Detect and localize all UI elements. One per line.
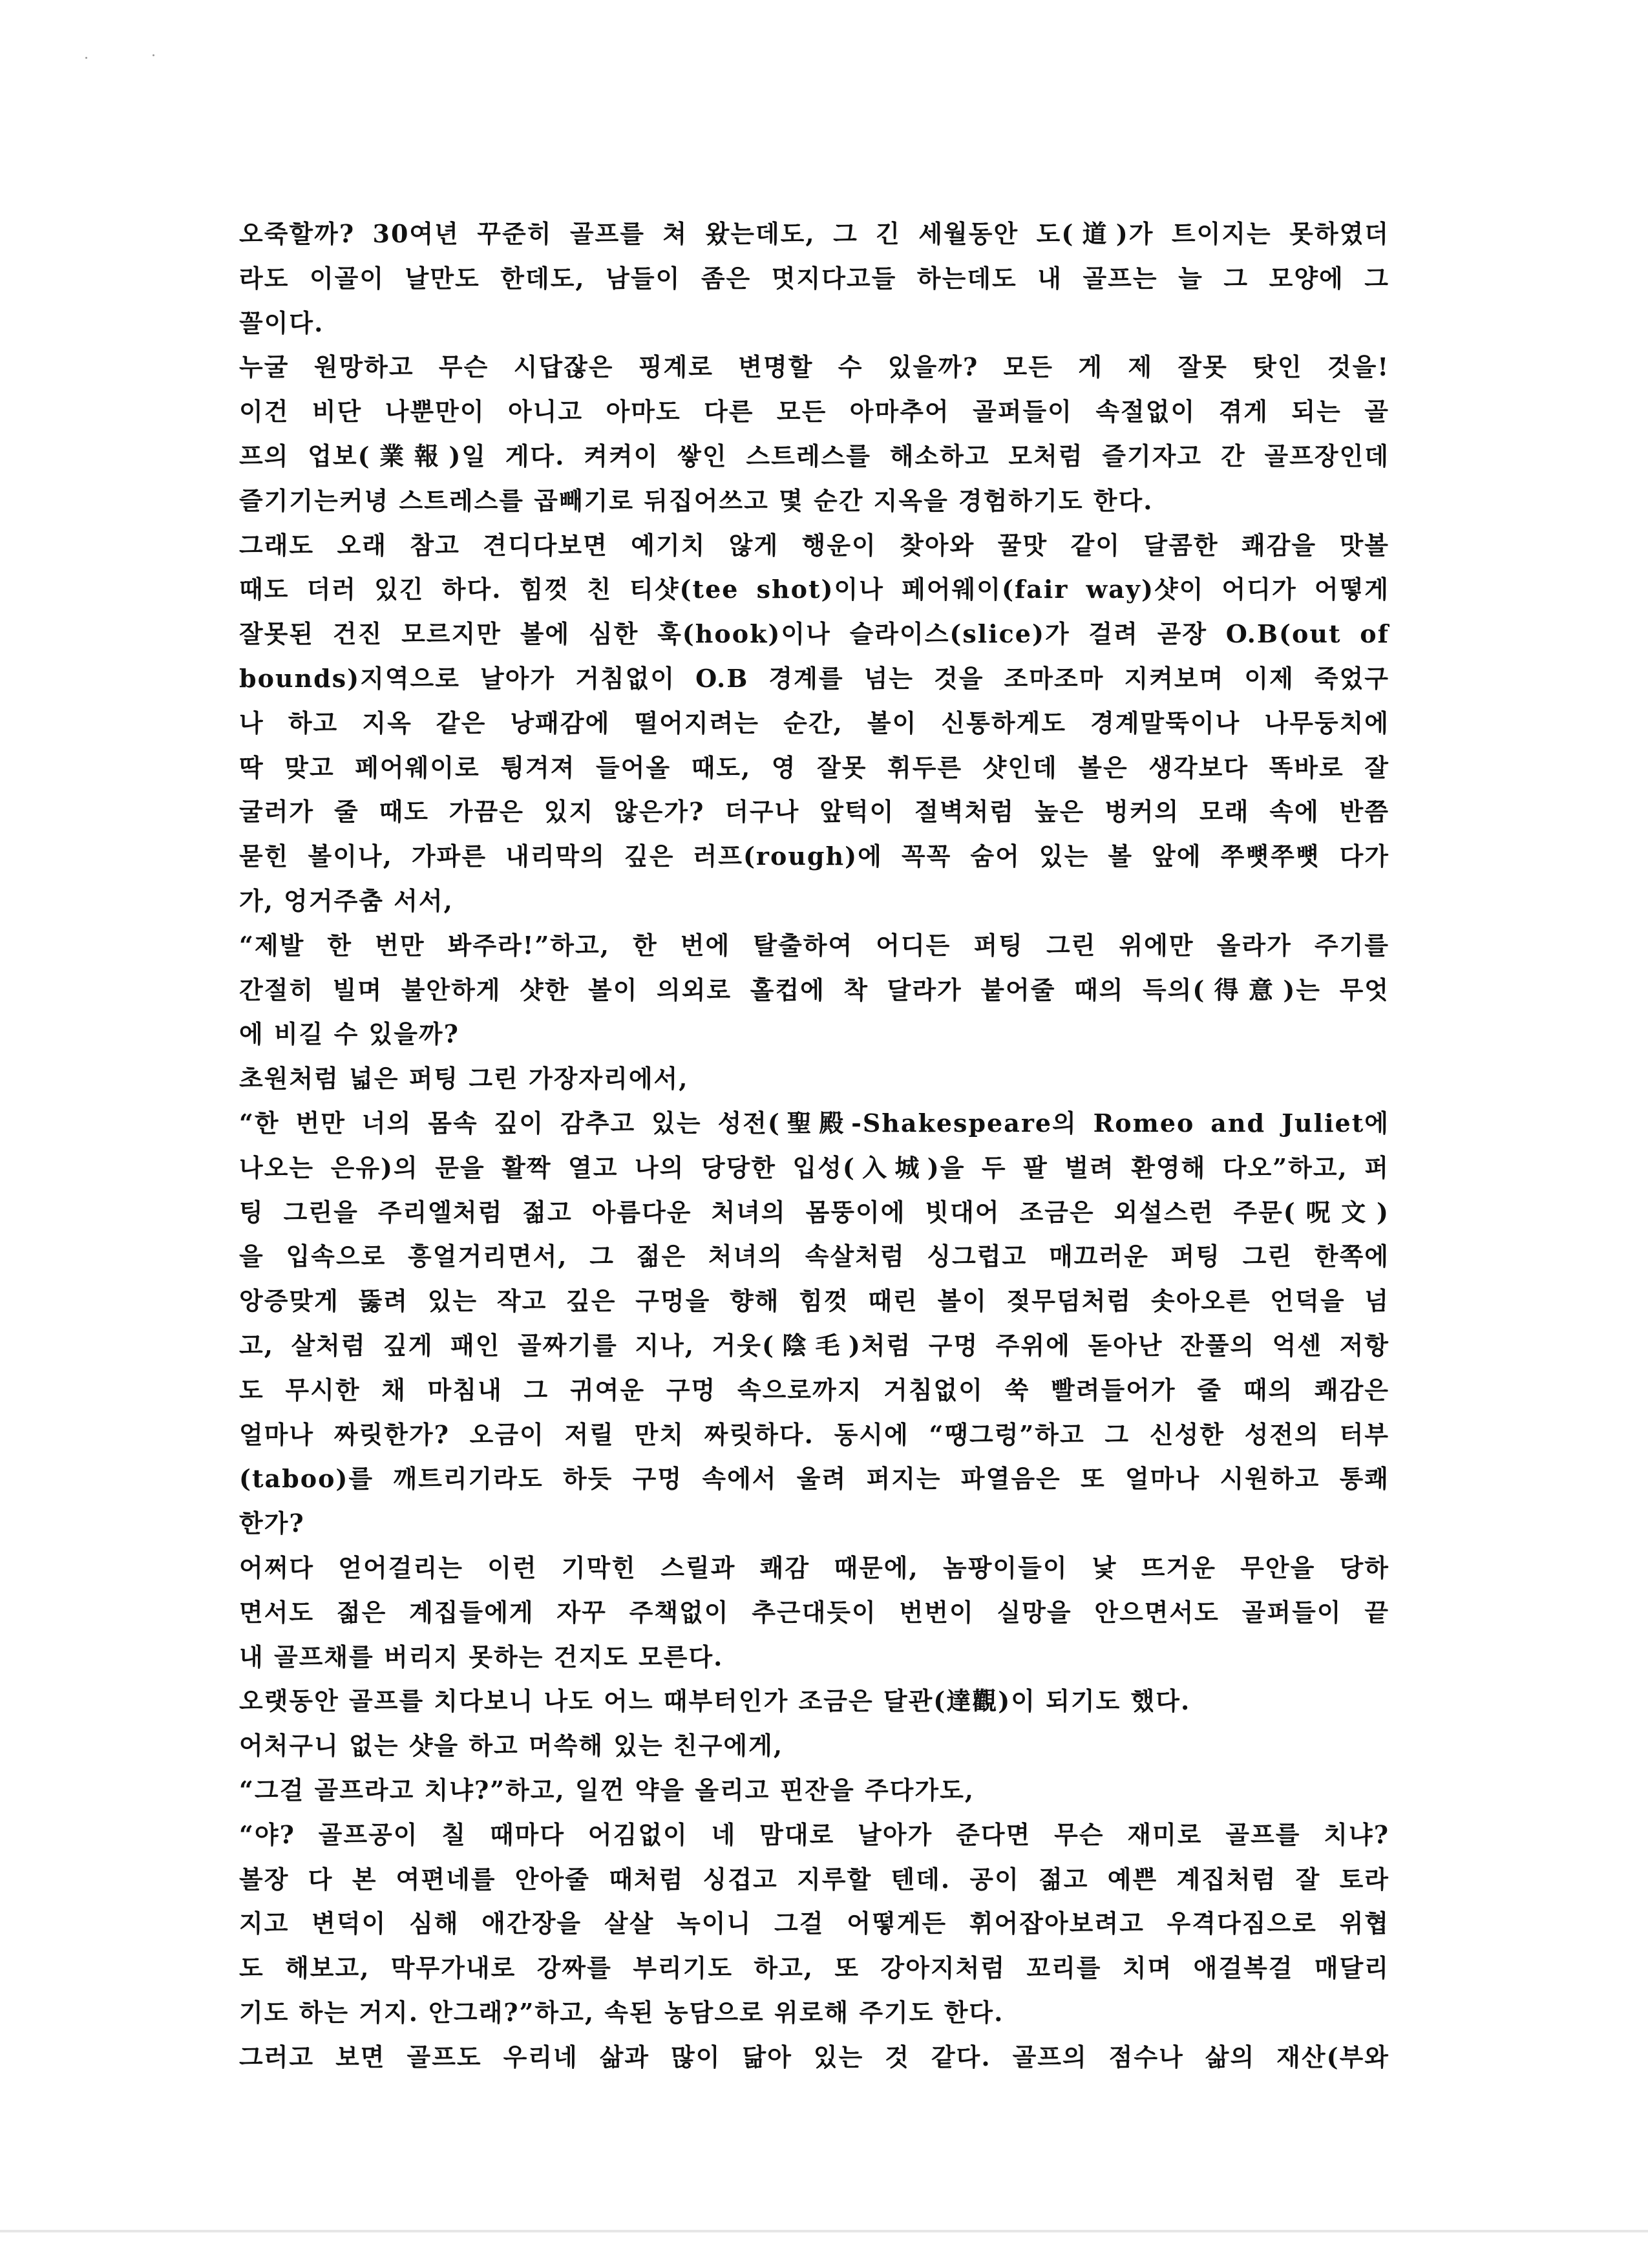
text-line: 굴러가 줄 때도 가끔은 있지 않은가? 더구나 앞턱이 절벽처럼 높은 벙커의 모래 속에 반쯤 [239,797,1389,827]
text-line: 을 입속으로 흥얼거리면서, 그 젊은 처녀의 속살처럼 싱그럽고 매끄러운 퍼팅 그린 한쪽에 [239,1242,1389,1271]
text-line: 나 하고 지옥 같은 낭패감에 떨어지려는 순간, 볼이 신통하게도 경계말뚝이나 나무둥치에 [239,708,1389,737]
text-line: 지고 변덕이 심해 애간장을 살살 녹이니 그걸 어떻게든 휘어잡아보려고 우격다짐으로 위협 [239,1909,1389,1938]
text-line: 프의 업보(業報)일 게다. 켜켜이 쌓인 스트레스를 해소하고 모처럼 즐기자고 간 골프장인데 [239,441,1389,471]
text-line: 그래도 오래 참고 견디다보면 예기치 않게 행운이 찾아와 꿀맛 같이 달콤한 쾌감을 맛볼 [239,530,1389,560]
text-line: 이건 비단 나뿐만이 아니고 아마도 다른 모든 아마추어 골퍼들이 속절없이 겪게 되는 골 [239,397,1389,427]
text-line: 에 비길 수 있을까? [239,1019,460,1049]
text-line: 간절히 빌며 불안하게 샷한 볼이 의외로 홀컵에 착 달라가 붙어줄 때의 득의(得意)는 무엇 [239,975,1389,1004]
text-line: 딱 맞고 페어웨이로 튕겨져 들어올 때도, 영 잘못 휘두른 샷인데 볼은 생각보다 똑바로 잘 [239,752,1389,782]
text-line: 누굴 원망하고 무슨 시답잖은 핑계로 변명할 수 있을까? 모든 게 제 잘못 탓인 것을! [239,352,1389,382]
text-line: “한 번만 너의 몸속 깊이 감추고 있는 성전(聖殿-Shakespeare의 Romeo and Juliet에 [239,1108,1389,1138]
scan-bottom-edge [0,2230,1648,2232]
text-line: 기도 하는 거지. 안그래?”하고, 속된 농담으로 위로해 주기도 한다. [239,1998,1004,2027]
text-line: 어쩌다 얻어걸리는 이런 기막힌 스릴과 쾌감 때문에, 놈팡이들이 낯 뜨거운 무안을 당하 [239,1553,1389,1582]
text-line: “제발 한 번만 봐주라!”하고, 한 번에 탈출하여 어디든 퍼팅 그린 위에만 올라가 주기를 [239,930,1389,960]
text-line: 때도 더러 있긴 하다. 힘껏 친 티샷(tee shot)이나 페어웨이(fair way)샷이 어디가 어떻게 [239,575,1389,604]
text-line: 묻힌 볼이나, 가파른 내리막의 깊은 러프(rough)에 꼭꼭 숨어 있는 볼 앞에 쭈뼛쭈뼛 다가 [239,842,1389,871]
text-line: 초원처럼 넓은 퍼팅 그린 가장자리에서, [239,1064,689,1094]
text-line: “야? 골프공이 칠 때마다 어김없이 네 맘대로 날아가 준다면 무슨 재미로 골프를 치냐? [239,1819,1389,1849]
text-line: 나오는 은유)의 문을 활짝 열고 나의 당당한 입성(入城)을 두 팔 벌려 환영해 다오”하고, 퍼 [239,1152,1389,1182]
text-line: 한가? [239,1509,305,1538]
text-line: 내 골프채를 버리지 못하는 건지도 모른다. [239,1642,724,1671]
text-line: 즐기기는커녕 스트레스를 곱빼기로 뒤집어쓰고 몇 순간 지옥을 경험하기도 한다. [239,485,1154,515]
text-line: 앙증맞게 뚫려 있는 작고 깊은 구멍을 향해 힘껏 때린 볼이 젖무덤처럼 솟아오른 언덕을 넘 [239,1286,1389,1316]
text-line: 면서도 젊은 계집들에게 자꾸 주책없이 추근대듯이 번번이 실망을 안으면서도 골퍼들이 끝 [239,1597,1389,1627]
text-line: bounds)지역으로 날아가 거침없이 O.B 경계를 넘는 것을 조마조마 지켜보며 이제 죽었구 [239,664,1389,693]
text-line: 고, 살처럼 깊게 패인 골짜기를 지나, 거웃(陰毛)처럼 구멍 주위에 돋아난 잔풀의 억센 저항 [239,1331,1389,1360]
text-line: 볼장 다 본 여편네를 안아줄 때처럼 싱겁고 지루할 텐데. 공이 젊고 예쁜 계집처럼 잘 토라 [239,1864,1389,1894]
text-line: 도 무시한 채 마침내 그 귀여운 구멍 속으로까지 거침없이 쑥 빨려들어가 줄 때의 쾌감은 [239,1375,1389,1404]
scan-speck [85,57,87,59]
text-line: 꼴이다. [239,308,324,337]
text-line: 오죽할까? 30여년 꾸준히 골프를 쳐 왔는데도, 그 긴 세월동안 도(道)가 트이지는 못하였더 [239,219,1389,248]
text-line: 어처구니 없는 샷을 하고 머쓱해 있는 친구에게, [239,1731,784,1761]
text-line: 오랫동안 골프를 치다보니 나도 어느 때부터인가 조금은 달관(達觀)이 되기도 했다. [239,1686,1191,1716]
text-line: 도 해보고, 막무가내로 강짜를 부리기도 하고, 또 강아지처럼 꼬리를 치며 애걸복걸 매달리 [239,1953,1389,1983]
scan-speck [153,54,154,56]
text-line: 가, 엉거주춤 서서, [239,886,454,915]
text-line: 팅 그린을 주리엘처럼 젊고 아름다운 처녀의 몸뚱이에 빗대어 조금은 외설스런 주문(呪文) [239,1197,1389,1227]
text-line: 잘못된 건진 모르지만 볼에 심한 훅(hook)이나 슬라이스(slice)가 걸려 곧장 O.B(out of [239,619,1389,649]
text-line: 그러고 보면 골프도 우리네 삶과 많이 닮아 있는 것 같다. 골프의 점수나 삶의 재산(부와 [239,2042,1389,2072]
text-line: “그걸 골프라고 치냐?”하고, 일껀 약을 올리고 핀잔을 주다가도, [239,1775,975,1805]
text-line: 얼마나 짜릿한가? 오금이 저릴 만치 짜릿하다. 동시에 “땡그렁”하고 그 신성한 성전의 터부 [239,1419,1389,1449]
text-line: 라도 이골이 날만도 한데도, 남들이 좀은 멋지다고들 하는데도 내 골프는 늘 그 모양에 그 [239,263,1389,293]
text-line: (taboo)를 깨트리기라도 하듯 구멍 속에서 울려 퍼지는 파열음은 또 얼마나 시원하고 통쾌 [239,1464,1389,1494]
